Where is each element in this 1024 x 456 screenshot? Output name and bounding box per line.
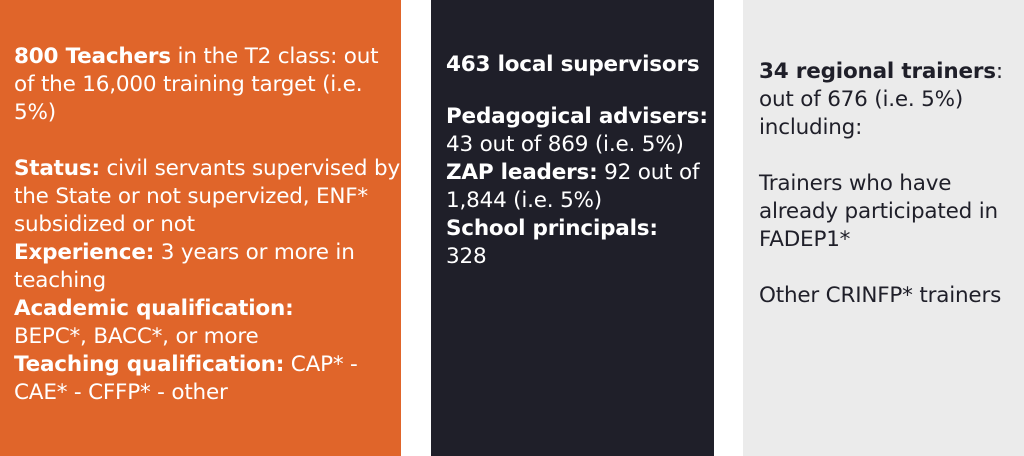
trainers-group-fadep: Trainers who have already participated in FADEP1* <box>759 171 998 252</box>
academic-row <box>14 295 401 351</box>
pedagogical-value: 43 out of 869 (i.e. 5%) <box>446 132 684 157</box>
trainers-panel <box>743 0 1024 456</box>
trainers-headline <box>759 58 1024 142</box>
trainers-group-crinfp: Other CRINFP* trainers <box>759 283 1002 308</box>
supervisors-count: 463 local supervisors <box>446 52 700 77</box>
status-value: civil servants supervised by the State or not supervized, ENF* subsidized or not <box>14 156 400 237</box>
academic-label: Academic qualification: <box>14 296 294 321</box>
academic-value: BEPC*, BACC*, or more <box>14 324 259 349</box>
status-row <box>14 155 401 239</box>
teachers-panel <box>0 0 401 456</box>
experience-row <box>14 239 401 295</box>
principals-value: 328 <box>446 244 487 269</box>
principals-row <box>446 215 714 271</box>
pedagogical-label: Pedagogical advisers: <box>446 104 708 129</box>
trainers-count: 34 regional trainers <box>759 59 996 84</box>
experience-value: 3 years or more in teaching <box>14 240 355 293</box>
status-label: Status: <box>14 156 100 181</box>
teachers-count: 800 Teachers <box>14 44 171 69</box>
zap-row <box>446 159 714 215</box>
pedagogical-row <box>446 103 714 159</box>
teachers-target: in the T2 class: out of the 16,000 training target (i.e. 5%) <box>14 44 379 125</box>
supervisors-headline <box>446 51 714 79</box>
supervisors-panel <box>431 0 714 456</box>
experience-label: Experience: <box>14 240 155 265</box>
teaching-value: CAP* - CAE* - CFFP* - other <box>14 352 358 405</box>
teaching-label: Teaching qualification: <box>14 352 285 377</box>
zap-value: 92 out of 1,844 (i.e. 5%) <box>446 160 700 213</box>
principals-label: School principals: <box>446 216 658 241</box>
zap-label: ZAP leaders: <box>446 160 598 185</box>
teaching-row <box>14 351 401 407</box>
teachers-headline <box>14 43 401 127</box>
trainers-target: : out of 676 (i.e. 5%) including: <box>759 59 1003 140</box>
